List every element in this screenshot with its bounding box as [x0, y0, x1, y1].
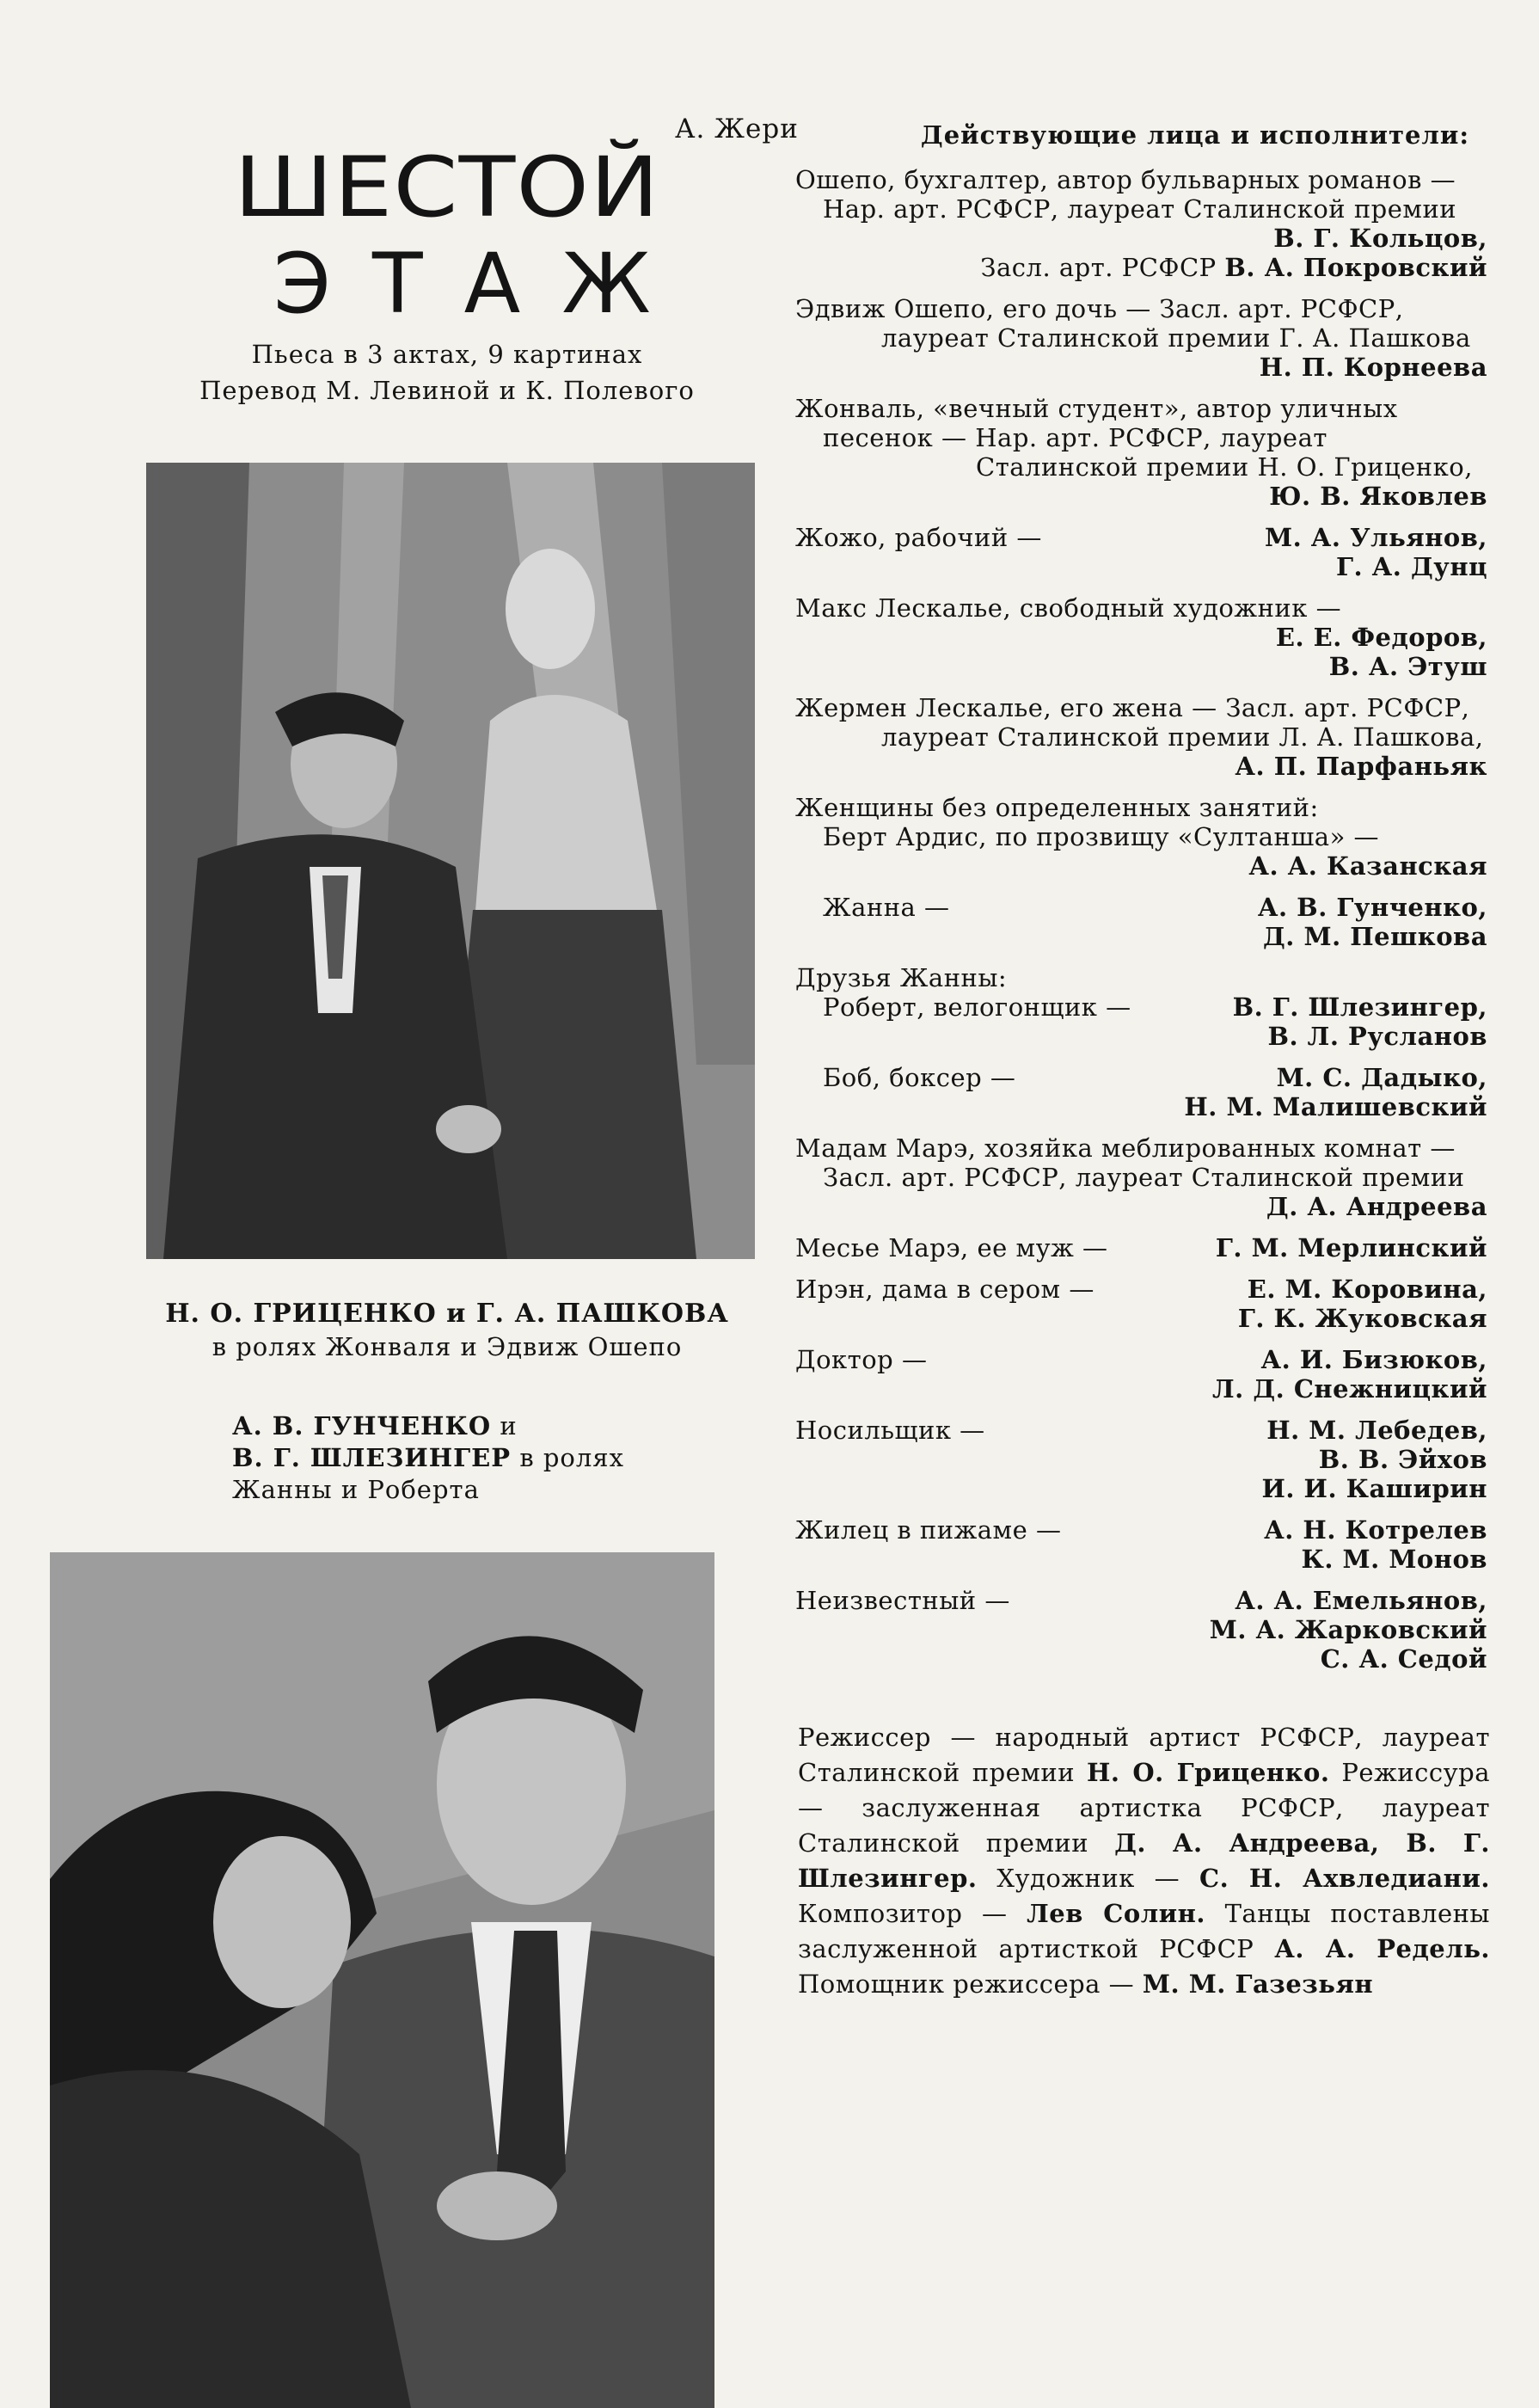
role-text: Жанна — [823, 893, 950, 922]
cast-entry [795, 165, 1487, 282]
credit-text: Танцы поставлены заслуженной артисткой РСФСР [798, 1899, 1491, 1963]
photo2-caption-name1: А. В. ГУНЧЕНКО [232, 1411, 492, 1440]
actor-name: Ю. В. Яковлев [1269, 482, 1487, 511]
role-text: Жилец в пижаме — [795, 1515, 1062, 1545]
role-text: лауреат Сталинской премии Г. А. Пашкова [881, 323, 1471, 353]
photo2-caption [232, 1410, 714, 1506]
actor-name: М. С. Дадыко, [1276, 1063, 1487, 1092]
role-text: лауреат Сталинской премии Л. А. Пашкова, [881, 722, 1484, 752]
actor-name: Н. М. Малишевский [1184, 1092, 1487, 1121]
actor-name: В. А. Покровский [1224, 253, 1487, 282]
stage-photo-2 [50, 1552, 714, 2408]
credit-text: Режиссура — заслуженная артистка РСФСР, лауреат Сталинской премии [798, 1758, 1491, 1858]
role-text: Роберт, велогонщик — [823, 992, 1131, 1022]
play-title-line2: ЭТАЖ [273, 236, 692, 332]
role-text: Жермен Лескалье, его жена — Засл. арт. РСФСР, [795, 693, 1470, 722]
role-text: Жонваль, «вечный студент», автор уличных [795, 394, 1398, 423]
photo1-caption-names: Н. О. ГРИЦЕНКО и Г. А. ПАШКОВА [165, 1299, 729, 1329]
cast-heading: Действующие лица и исполнители: [920, 120, 1470, 150]
actor-name: Г. А. Дунц [1335, 552, 1487, 581]
actor-name: С. А. Седой [1320, 1644, 1487, 1674]
credit-name: С. Н. Ахвледиани. [1199, 1864, 1490, 1893]
role-text: Носильщик — [795, 1416, 985, 1445]
actor-name: И. И. Каширин [1261, 1474, 1487, 1503]
role-text: Доктор — [795, 1345, 928, 1374]
actor-name: В. Л. Русланов [1267, 1022, 1487, 1051]
cast-entry [795, 593, 1487, 681]
photo2-caption-roles: Жанны и Роберта [232, 1475, 480, 1504]
cast-entry [795, 1233, 1487, 1262]
photo2-caption-and: и [500, 1411, 518, 1440]
photo1-caption-roles: в ролях Жонваля и Эдвиж Ошепо [212, 1332, 683, 1361]
role-text: Боб, боксер — [823, 1063, 1016, 1092]
cast-entry [795, 1345, 1487, 1404]
actor-name: Д. А. Андреева [1266, 1192, 1487, 1221]
role-text: Берт Ардис, по прозвищу «Султанша» — [823, 822, 1380, 851]
actor-name: Е. М. Коровина, [1247, 1275, 1487, 1304]
role-text: Неизвестный — [795, 1586, 1010, 1615]
cast-entry [795, 1586, 1487, 1674]
cast-entry [795, 394, 1487, 511]
credit-name: Н. О. Гриценко. [1087, 1758, 1330, 1787]
photo2-caption-in-roles: в ролях [519, 1443, 624, 1472]
actor-name: А. П. Парфаньяк [1235, 752, 1487, 781]
role-text: Ирэн, дама в сером — [795, 1275, 1094, 1304]
credit-text: Композитор — [798, 1899, 1008, 1928]
actor-name: М. А. Жарковский [1209, 1615, 1487, 1644]
role-text: Засл. арт. РСФСР, лауреат Сталинской премии [823, 1163, 1465, 1192]
credit-name: М. М. Газезьян [1142, 1969, 1374, 1999]
credit-name: А. А. Редель. [1274, 1934, 1490, 1963]
stage-photo-1 [146, 463, 755, 1259]
cast-entry [795, 294, 1487, 382]
actor-name: М. А. Ульянов, [1264, 523, 1487, 552]
cast-entry [795, 1416, 1487, 1503]
stage-photo-1-illustration [146, 463, 755, 1259]
actor-name: К. М. Монов [1301, 1545, 1487, 1574]
production-credits [798, 1720, 1490, 2002]
actor-name: Е. Е. Федоров, [1275, 623, 1487, 652]
actor-name: В. Г. Кольцов, [1273, 224, 1487, 253]
role-text: Жожо, рабочий — [795, 523, 1042, 552]
credit-text: Режиссер — народный артист РСФСР, лауреат Сталинской премии [798, 1723, 1490, 1787]
role-text: Мадам Марэ, хозяйка меблированных комнат — [795, 1133, 1456, 1163]
actor-name: Н. П. Корнеева [1259, 353, 1487, 382]
actor-name: Д. М. Пешкова [1262, 922, 1487, 951]
credit-name: Д. А. Андреева, В. Г. Шлезингер. [798, 1828, 1491, 1893]
role-text: Засл. арт. РСФСР [980, 253, 1217, 282]
role-text: песенок — Нар. арт. РСФСР, лауреат [823, 423, 1327, 452]
actor-name: В. В. Эйхов [1318, 1445, 1487, 1474]
actor-name: А. И. Бизюков, [1260, 1345, 1487, 1374]
cast-group [795, 963, 1487, 1121]
credit-name: Лев Солин. [1027, 1899, 1205, 1928]
actor-name: В. А. Этуш [1328, 652, 1487, 681]
play-title-line1: ШЕСТОЙ [234, 139, 660, 236]
cast-entry [795, 1133, 1487, 1221]
cast-group [795, 793, 1487, 951]
credit-text: Художник — [996, 1864, 1180, 1893]
role-text: Нар. арт. РСФСР, лауреат Сталинской премии [823, 194, 1457, 224]
role-text: Эдвиж Ошепо, его дочь — Засл. арт. РСФСР, [795, 294, 1404, 323]
role-text: Ошепо, бухгалтер, автор бульварных романов — [795, 165, 1456, 194]
photo2-caption-name2: В. Г. ШЛЕЗИНГЕР [232, 1443, 512, 1472]
author-name: А. Жери [675, 114, 799, 144]
cast-entry [795, 523, 1487, 581]
group-title: Друзья Жанны: [795, 963, 1008, 992]
translation-credit: Перевод М. Левиной и К. Полевого [199, 376, 695, 405]
role-text: Месье Марэ, ее муж — [795, 1233, 1108, 1262]
play-subtitle: Пьеса в 3 актах, 9 картинах [251, 340, 643, 369]
role-text: Сталинской премии Н. О. Гриценко, [976, 452, 1473, 482]
credit-text: Помощник режиссера — [798, 1969, 1135, 1999]
actor-name: А. В. Гунченко, [1257, 893, 1487, 922]
cast-list [795, 165, 1487, 1686]
group-title: Женщины без определенных занятий: [795, 793, 1319, 822]
cast-entry [795, 1275, 1487, 1333]
actor-name: А. Н. Котрелев [1264, 1515, 1487, 1545]
cast-entry [795, 693, 1487, 781]
actor-name: Г. М. Мерлинский [1215, 1233, 1487, 1262]
cast-entry [795, 1515, 1487, 1574]
role-text: Макс Лескалье, свободный художник — [795, 593, 1342, 623]
actor-name: А. А. Емельянов, [1235, 1586, 1487, 1615]
actor-name: А. А. Казанская [1248, 851, 1487, 881]
actor-name: Н. М. Лебедев, [1266, 1416, 1487, 1445]
actor-name: Г. К. Жуковская [1237, 1304, 1487, 1333]
stage-photo-2-illustration [50, 1552, 714, 2408]
actor-name: Л. Д. Снежницкий [1212, 1374, 1487, 1404]
actor-name: В. Г. Шлезингер, [1232, 992, 1487, 1022]
